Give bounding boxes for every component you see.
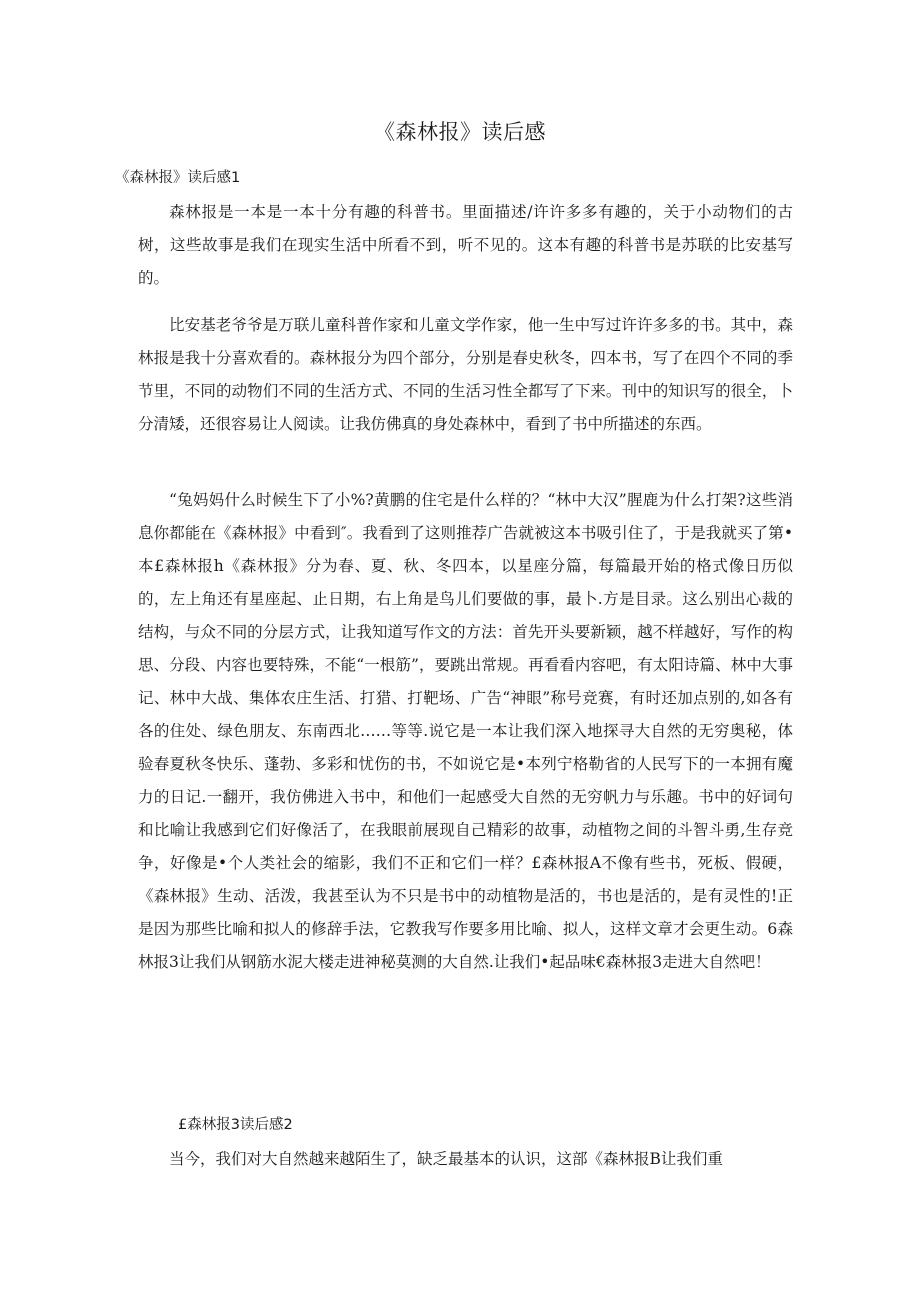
paragraph-2: 比安基老爷爷是万联儿童科普作家和儿童文学作家，他一生中写过许许多多的书。其中，森林报是我十分喜欢看的。森林报分为四个部分，分别是春史秋冬，四本书，写了在四个不同的季节里，不同的动物们不同的生活方式、不同的生活习性全都写了下来。刊中的知识写的很全，卜分清矮，还很容易让人阅读。让我仿佛真的身处森林中，看到了书中所描述的东西。 (138, 316, 793, 433)
document-title: 《森林报》读后感 (374, 120, 546, 144)
paragraph-4: 当今，我们对大自然越来越陌生了，缺乏最基本的认识，这部《森林报B让我们重 (169, 1150, 723, 1168)
paragraph-3: “兔妈妈什么时候生下了小%?黄鹏的住宅是什么样的？“林中大汉”腥鹿为什么打架?这些消息你都能在《森林报》中看到″。我看到了这则推荐广告就被这本书吸引住了，于是我就买了第•本£森林报h《森林报》分为春、夏、秋、冬四本，以星座分篇，每篇最开始的格式像日历似的，左上角还有星座起、止日期，右上角是鸟儿们要做的事，最卜.方是目录。这么别出心裁的结构，与众不同的分层方式，让我知道写作文的方法：首先开头要新颖，越不样越好，写作的构思、分段、内容也要特殊，不能“一根筋”，要跳出常规。再看看内容吧，有太阳诗篇、林中大事记、林中大战、集体农庄生活、打猎、打靶场、广告“神眼”称号竞赛，有时还加点别的,如各有各的住处、绿色朋友、东南西北……等等.说它是一本让我们深入地探寻大自然的无穷奥秘，体验春夏秋冬快乐、蓬勃、多彩和忧伤的书，不如说它是•本列宁格勒省的人民写下的一本拥有魔力的日记.一翻开，我仿佛进入书中，和他们一起感受大自然的无穷帆力与乐趣。书中的好词句和比喻让我感到它们好像活了，在我眼前展现自己精彩的故事，动植物之间的斗智斗勇,生存竞争，好像是•个人类社会的缩影，我们不正和它们一样？£森林报A不像有些书，死板、假硬，《森林报》生动、活泼，我甚至认为不只是书中的动植物是活的，书也是活的，是有灵性的!正是因为那些比喻和拟人的修辞手法，它教我写作要多用比喻、拟人，这样文章才会更生动。6森林报3让我们从钢筋水泥大楼走进神秘莫测的大自然.让我们•起品味€森林报3走进大自然吧！ (138, 491, 793, 971)
section-heading-2: £森林报3读后感2 (178, 1117, 293, 1133)
paragraph-1: 森林报是一本是一本十分有趣的科普书。里面描述/许许多多有趣的，关于小动物们的古树，这些故事是我们在现实生活中所看不到，听不见的。这本有趣的科普书是苏联的比安基写的。 (138, 203, 793, 287)
section-heading-1: 《森林报》读后感1 (115, 170, 241, 186)
